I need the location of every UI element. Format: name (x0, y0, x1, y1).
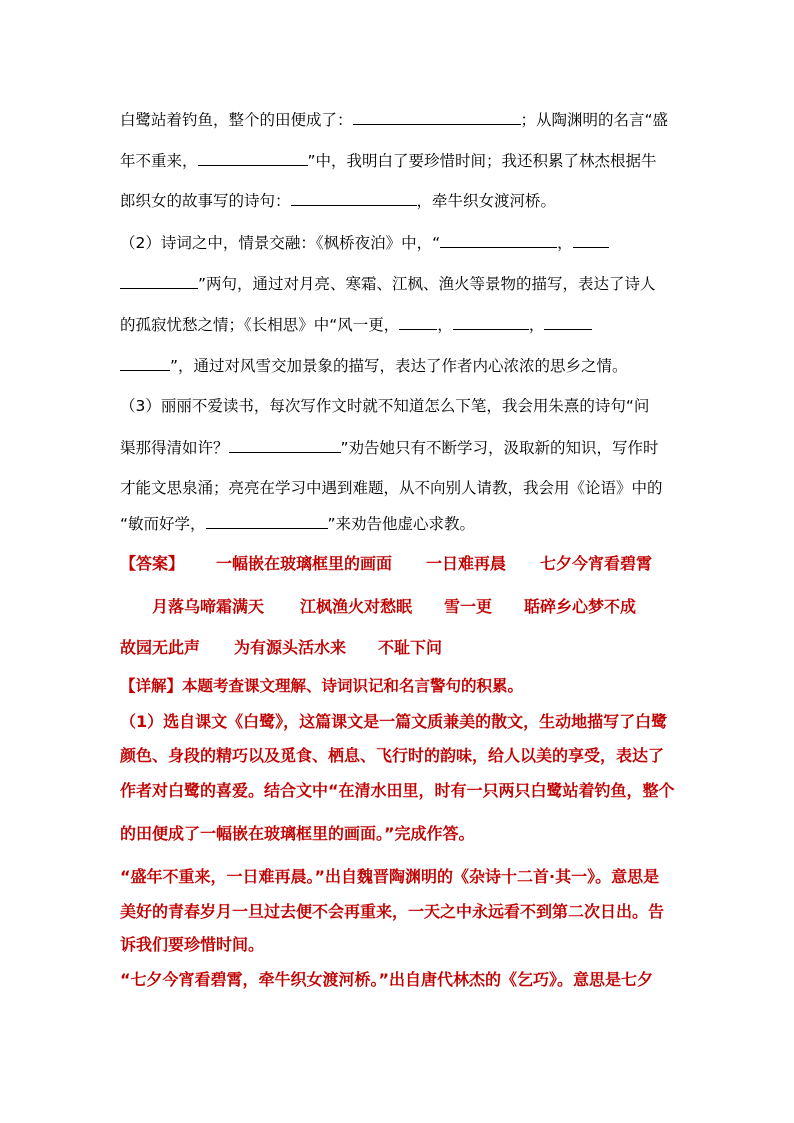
detail-p2-line: “盛年不重来，一日难再晨。”出自魏晋陶渊明的《杂诗十二首·其一》。意思是 (120, 867, 660, 886)
q2-text: ， (437, 316, 453, 334)
q3-line-1 (120, 396, 649, 416)
q3-text: “敏而好学， (120, 515, 206, 533)
answer-item: 月落乌啼霜满天 (152, 597, 265, 616)
q3-text: （3）丽丽不爱读书，每次写作文时就不知道怎么下笔，我会用朱熹的诗句“问 (120, 397, 650, 415)
fill-blank[interactable] (573, 232, 609, 248)
fill-blank[interactable] (544, 314, 592, 330)
fill-blank[interactable] (120, 273, 198, 289)
q1-text: 白鹭站着钓鱼，整个的田便成了： (120, 111, 353, 129)
answer-item: 一日难再晨 (426, 554, 507, 573)
detail-label: 【详解】 (120, 677, 183, 695)
q3-text: 才能文思泉涌；亮亮在学习中遇到难题，从不向别人请教，我会用《论语》中的 (120, 479, 663, 497)
q2-line-1 (120, 232, 609, 253)
answer-item: 为有源头活水来 (234, 638, 347, 657)
q2-line-2 (120, 273, 656, 294)
detail-heading (120, 676, 523, 696)
answer-item: 雪一更 (444, 597, 493, 616)
q3-text: ”来劝告他虚心求教。 (327, 515, 476, 533)
detail-p1-line: （1）选自课文《白鹭》，这篇课文是一篇文质兼美的散文，生动地描写了白鹭 (120, 712, 668, 731)
q3-line-3 (120, 478, 663, 498)
q2-text: ， (557, 234, 573, 252)
q1-text: ”中，我明白了要珍惜时间；我还积累了林杰根据牛 (307, 152, 657, 170)
detail-p3-line: “七夕今宵看碧霄，牵牛织女渡河桥。”出自唐代林杰的《乞巧》。意思是七夕 (120, 970, 654, 989)
detail-p2-line: 美好的青春岁月一旦过去便不会再重来，一天之中永远看不到第二次日出。告 (120, 902, 665, 921)
q1-text: ，牵牛织女渡河桥。 (416, 192, 557, 210)
answer-item: 不耻下问 (378, 638, 443, 657)
answer-item: 故园无此声 (120, 638, 201, 657)
q3-line-4 (120, 513, 475, 534)
fill-blank[interactable] (453, 314, 529, 330)
fill-blank[interactable] (120, 355, 170, 371)
detail-p1-line: 的田便成了一幅嵌在玻璃框里的画面。”完成作答。 (120, 824, 475, 843)
fill-blank[interactable] (291, 190, 417, 206)
fill-blank[interactable] (229, 437, 341, 453)
fill-blank[interactable] (353, 109, 521, 125)
answer-item: 七夕今宵看碧霄 (540, 554, 653, 573)
fill-blank[interactable] (399, 314, 437, 330)
fill-blank[interactable] (206, 513, 328, 529)
detail-p1-line: 作者对白鹭的喜爱。结合文中“在清水田里，时有一只两只白鹭站着钓鱼，整个 (120, 781, 675, 800)
detail-intro: 本题考查课文理解、诗词识记和名言警句的积累。 (182, 677, 524, 695)
q1-line-3 (120, 190, 556, 211)
q2-text: ”两句，通过对月亮、寒霜、江枫、渔火等景物的描写，表达了诗人 (198, 275, 656, 293)
answer-label: 【答案】 (120, 554, 185, 573)
q2-text: 的孤寂忧愁之情；《长相思》中“风一更， (120, 316, 400, 334)
q2-line-4 (120, 355, 628, 376)
q2-line-3 (120, 314, 592, 335)
detail-p1-line: 颜色、身段的精巧以及觅食、栖息、飞行时的韵味，给人以美的享受，表达了 (120, 746, 665, 765)
q3-text: 渠那得清如许？ (120, 439, 229, 457)
q1-text: 郎织女的故事写的诗句： (120, 192, 291, 210)
q3-line-2 (120, 437, 659, 458)
q1-text: 年不重来， (120, 152, 198, 170)
detail-p2-line: 诉我们要珍惜时间。 (120, 935, 265, 954)
q2-text: ”，通过对风雪交加景象的描写，表达了作者内心浓浓的思乡之情。 (170, 357, 628, 375)
q1-text: ；从陶渊明的名言“盛 (520, 111, 669, 129)
q2-text: （2）诗词之中，情景交融：《枫桥夜泊》中，“ (120, 234, 441, 252)
q2-text: ， (528, 316, 545, 334)
q1-line-2 (120, 150, 657, 171)
q3-text: ”劝告她只有不断学习，汲取新的知识，写作时 (340, 439, 659, 457)
fill-blank[interactable] (440, 232, 557, 248)
q1-line-1 (120, 109, 668, 130)
answer-item: 江枫渔火对愁眠 (300, 597, 413, 616)
fill-blank[interactable] (198, 150, 308, 166)
answer-item: 一幅嵌在玻璃框里的画面 (216, 554, 393, 573)
answer-item: 聒碎乡心梦不成 (524, 597, 637, 616)
